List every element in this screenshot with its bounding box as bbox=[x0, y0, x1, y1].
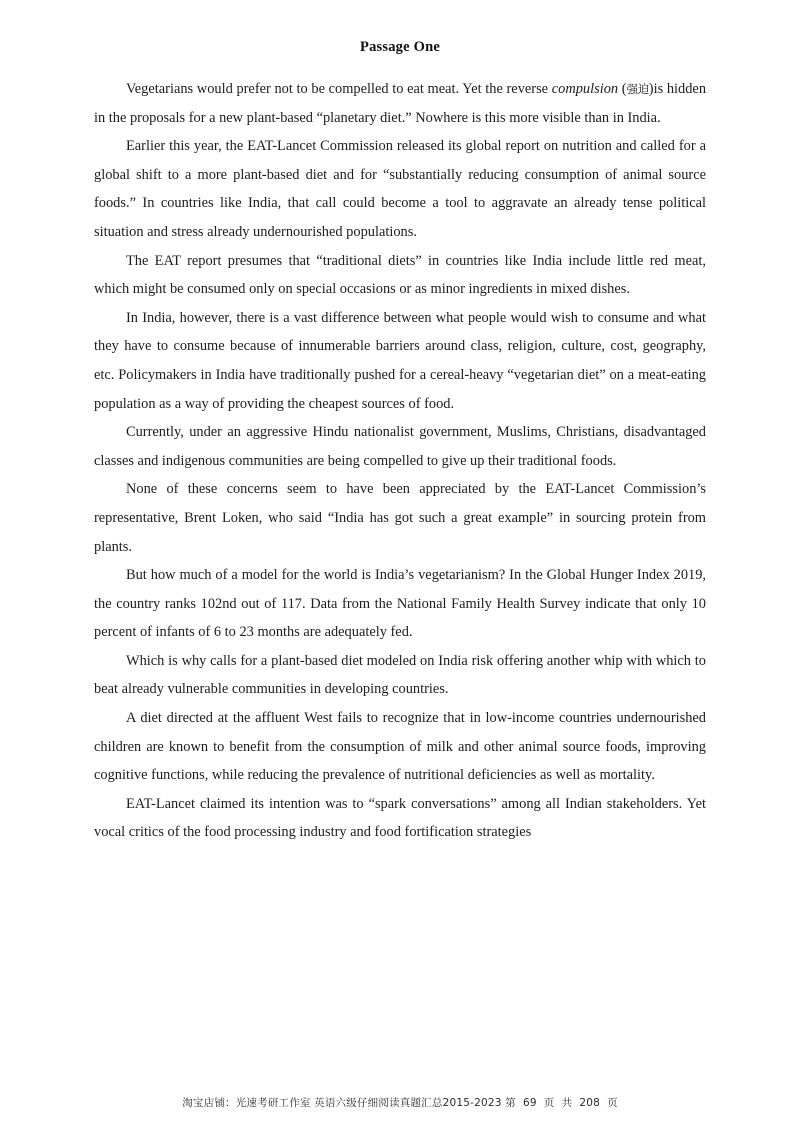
title-body-spacer bbox=[94, 56, 706, 75]
paragraph-1 bbox=[94, 75, 706, 132]
footer-total-prefix: 共 bbox=[561, 1097, 573, 1109]
paragraph-10: EAT-Lancet claimed its intention was to “spark conversations” among all Indian stakeholders. Yet vocal critics of the food processing industry and food fortification strategies bbox=[94, 795, 706, 841]
footer-collection-label: 英语六级仔细阅读真题汇总2015-2023 bbox=[314, 1097, 502, 1109]
footer-page-number: 69 bbox=[522, 1097, 537, 1109]
footer-shop-label: 淘宝店铺：光速考研工作室 bbox=[182, 1097, 311, 1109]
footer-page-unit-1: 页 bbox=[543, 1097, 555, 1109]
passage-body bbox=[94, 75, 706, 847]
paragraph-1-italic-term: compulsion bbox=[551, 81, 619, 97]
footer-total-pages: 208 bbox=[579, 1097, 600, 1109]
paragraph-8: Which is why calls for a plant-based diet modeled on India risk offering another whip with which to beat already vulnerable communities in developing countries. bbox=[94, 652, 706, 698]
paragraph-3: The EAT report presumes that “traditional diets” in countries like India include little red meat, which might be consumed only on special occasions or as minor ingredients in mixed dishes. bbox=[94, 252, 706, 298]
footer-page-prefix: 第 bbox=[505, 1097, 516, 1109]
paragraph-1-lead-text: Vegetarians would prefer not to be compelled to eat meat. Yet the reverse bbox=[126, 81, 552, 97]
paragraph-7: But how much of a model for the world is India’s vegetarianism? In the Global Hunger Index 2019, the country ranks 102nd out of 117. Data from the National Family Health Survey indicate that only 10 percent of infants of 6 to 23 months are adequately fed. bbox=[94, 567, 706, 641]
footer-space-3 bbox=[516, 1097, 523, 1109]
page-title: Passage One bbox=[360, 39, 440, 55]
footer-space-4 bbox=[537, 1097, 544, 1109]
footer-space-5 bbox=[554, 1097, 561, 1109]
footer-page-unit-2: 页 bbox=[607, 1097, 618, 1109]
paragraph-1-chinese-gloss: 强迫 bbox=[626, 82, 649, 96]
page-content-area bbox=[94, 0, 706, 847]
paragraph-5: Currently, under an aggressive Hindu nationalist government, Muslims, Christians, disadvantaged classes and indigenous communities are being compelled to give up their traditional foods. bbox=[94, 424, 706, 469]
paragraph-2: Earlier this year, the EAT-Lancet Commission released its global report on nutrition and called for a global shift to a more plant-based diet and for “substantially reducing consumption of animal source foods.” In countries like India, that call could become a tool to aggravate an already tense political situation and stress already undernourished populations. bbox=[94, 138, 706, 240]
paragraph-1-tail-text: )is hidden in the proposals for a new plant-based “planetary diet.” Nowhere is this more visible than in India. bbox=[94, 81, 707, 126]
paragraph-9: A diet directed at the affluent West fails to recognize that in low-income countries undernourished children are known to benefit from the consumption of milk and other animal source foods, improving cognitive functions, while reducing the prevalence of nutritional deficiencies as well as mortality. bbox=[94, 710, 706, 784]
paragraph-4: In India, however, there is a vast difference between what people would wish to consume and what they have to consume because of innumerable barriers around class, religion, culture, cost, geography, etc. Policymakers in India have traditionally pushed for a cereal-heavy “vegetarian diet” on a meat-eating population as a way of providing the cheapest sources of food. bbox=[94, 309, 706, 412]
paragraph-1-open-paren: ( bbox=[618, 81, 627, 97]
page-footer bbox=[0, 1095, 800, 1110]
paragraph-6: None of these concerns seem to have been appreciated by the EAT-Lancet Commission’s representative, Brent Loken, who said “India has got such a great example” in sourcing protein from plants. bbox=[94, 481, 706, 555]
